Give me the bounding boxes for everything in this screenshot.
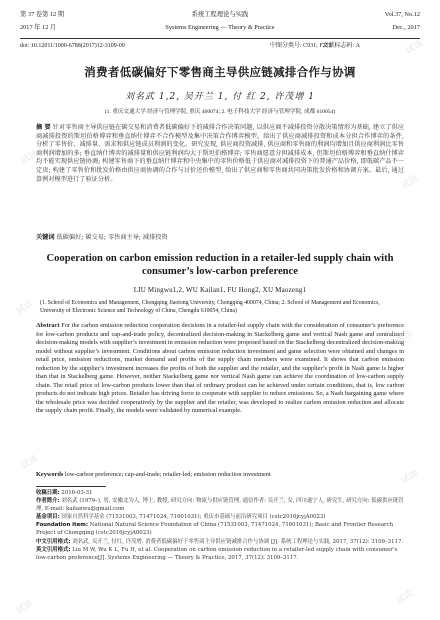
footnote-label: 基金项目: bbox=[36, 514, 60, 521]
keywords-en-label: Keywords bbox=[36, 471, 64, 478]
watermark: 试读 bbox=[394, 588, 416, 607]
abstract-en-text: For the carbon emission reduction cooperation decisions in a retailer-led supply chain with the consideration of consumer’s preference for low-carbon products and cap-and-trade policy, decentralized decision-making in Stackelberg game and vertical Nash game and centralized decision-making models with supplier’s investment in emission reduction were proposed based on the Stackelberg decentralized decision-making model without supplier’s investment. Conditions about carbon emission reduction investment and game selection were obtained and changes in retail price, emission reductions, market demand and profits of the supply chain members were examined. It shows that carbon emission reduction by the supplier’s investment increases the profits of both the supplier and the retailer, and the supplier’s profit in Nash game is higher than that in Stackelberg game. However, neither Stackelberg game nor vertical Nash game can achieve the coordination of low-carbon supply chain. The retail price of low-carbon products lower than that of ordinary product can be achieved under certain conditions, that is, low carbon products do not indicate high prices. Retailer has driving force to cooperate with supplier to reduce emissions. So, a Nash bargaining game where the wholesale price was decided cooperatively by the supplier and the retailer, was developed to realize carbon emission reduction and allocate the supply chain profit. Finally, the models were validated by numerical example. bbox=[36, 322, 404, 415]
document-code: 文献标志码: A bbox=[322, 43, 360, 49]
abstract-en-label: Abstract bbox=[36, 322, 60, 329]
keywords-en-text: low-carbon preference; cap-and-trade; retailer-led; emission reduction investment bbox=[64, 471, 271, 478]
footnote-label: 作者简介: bbox=[36, 498, 60, 505]
footnote-text: 国家自然科学基金 (71531003, 71471024, 71601031); 重庆市基础与前沿研究项目 (cstc2016jcyjA0023) bbox=[59, 514, 326, 521]
footnote-text: 刘名武 (1979–), 男, 安徽北为人, 博士, 教授, 研究方向: 物流与供应链管理, 通信作者: 吴开兰, 女, 四川遂宁人, 研究生, 研究方向: 低碳供应链管理, E-mail: kailanwu@gmail.com bbox=[36, 498, 404, 513]
footnote-item bbox=[36, 489, 404, 497]
footnote-label: 英文引用格式: bbox=[36, 546, 71, 553]
keywords-en bbox=[36, 471, 404, 480]
footnote-text: 2016-03-31 bbox=[59, 490, 93, 496]
paper-title-cn: 消费者低碳偏好下零售商主导供应链减排合作与协调 bbox=[84, 65, 356, 79]
header-date-en: Dec., 2017 bbox=[392, 24, 420, 31]
keywords-cn-text: 低碳偏好; 碳交易; 零售商主导; 减排投资 bbox=[56, 234, 168, 241]
watermark: 试读 bbox=[19, 453, 41, 472]
footnote-rule bbox=[36, 486, 106, 487]
authors-cn: 刘名武 1,2, 吴开兰 1, 付 红 2, 许茂增 1 bbox=[125, 92, 315, 102]
watermark: 试读 bbox=[19, 148, 41, 167]
keywords-cn-label: 关键词 bbox=[36, 234, 55, 241]
header-volume-cn: 第 37 卷第 12 期 bbox=[20, 11, 65, 18]
affiliation-en: (1. School of Economics and Management, Chongqing Jiaotong University, Chongqing 400074, China; 2. School of Management and Economics, University of Electronic Science and Technology of China, Chengdu 610054, China) bbox=[40, 300, 380, 314]
watermark: 试读 bbox=[394, 328, 416, 347]
footnote-item bbox=[36, 497, 404, 513]
watermark: 试读 bbox=[14, 298, 36, 317]
journal-header bbox=[20, 8, 420, 52]
watermark: 试读 bbox=[399, 468, 421, 487]
footnote-item bbox=[36, 513, 404, 521]
watermark: 试读 bbox=[399, 173, 421, 192]
footnote-label: 收稿日期: bbox=[36, 490, 60, 496]
abstract-cn-label: 摘 要 bbox=[36, 124, 51, 131]
abstract-cn bbox=[36, 124, 404, 184]
paper-title-en: Cooperation on carbon emission reduction in a retailer-led supply chain with consumer’s low-carbon preference bbox=[46, 253, 394, 278]
header-rule bbox=[20, 38, 420, 39]
abstract-cn-text: 针对零售商主导供应链在碳交易和消费者低碳偏好下的减排合作决策问题, 以供应商不减排投资分散决策情形为基础, 建立了供应商减排投资的斯坦伯格博弈和垂直纳什博弈不合作模型及集中决策合作博弈模型。给出了供应商减排投资和成本分担合作博弈的条件, 分析了零售价、减排量、需求和供应链成员利润的变化。研究发现, 供应商投资减排, 供应商和零售商的利润均增加且供应商利润比零售商利润增加的多; 垂直纳什博弈的减排量和供应链利润均大于斯坦伯格博弈; 零售商愿意分担减排成本, 但斯坦伯格博弈和垂直纳什博弈均不能实现供应链协调; 构建零售商下的垂直纳什博弈和中央集中的零售价格低于供应商对减排投资下的普通产品价格, 即低碳产品不一定贵; 构建了零售价和批发价格由供应商协调的合作与讨价还价模型, 给出了供应商和零售商共同决策批发价格和协调方案。最后, 通过算例对模型进行了验证分析。 bbox=[36, 124, 405, 183]
footnote-item bbox=[36, 538, 404, 546]
footnotes bbox=[36, 489, 404, 562]
doi: doi: 10.12011/1000-6788(2017)12-3109-09 bbox=[20, 43, 125, 49]
footnote-label: 中文引用格式: bbox=[36, 538, 71, 545]
footnote-text: National Natural Science Foundation of China (71531003, 71471024, 71601031); Basic and Frontier Research Project of Chongqing (cstc2016jcyjA0023) bbox=[36, 522, 394, 537]
keywords-cn bbox=[36, 234, 404, 243]
authors-en: LIU Mingwu1,2, WU Kailan1, FU Hong2, XU Maozeng1 bbox=[133, 286, 307, 294]
header-journal-cn: 系统工程理论与实践 bbox=[191, 11, 249, 18]
footnote-item bbox=[36, 521, 404, 537]
header-volume-en: Vol.37, No.12 bbox=[384, 11, 420, 18]
header-date-cn: 2017 年 12 月 bbox=[20, 24, 57, 31]
footnote-item bbox=[36, 546, 404, 562]
footnote-label: Foundation item: bbox=[36, 522, 89, 529]
watermark: 试读 bbox=[404, 38, 426, 57]
footnote-text: 刘名武, 吴开兰, 付红, 许茂增. 消费者低碳偏好下零售商主导供应链减排合作与协调 [J]. 系统工程理论与实践, 2017, 37(12): 3109–3117. bbox=[70, 538, 404, 545]
clc-number: 中图分类号: C931; F272 bbox=[270, 43, 332, 49]
footnote-text: Liu M W, Wu K L, Fu H, et al. Cooperation on carbon emission reduction in a retailer-led supply chain with consumer’s low-carbon preference[J]. Systems Engineering — Theory & Practice, 2017, 37(12): 3109–3117. bbox=[36, 546, 398, 561]
header-journal-en: Systems Engineering — Theory & Practice bbox=[165, 24, 275, 31]
abstract-en bbox=[36, 322, 404, 416]
watermark: 试读 bbox=[14, 598, 36, 617]
affiliation-cn: (1. 重庆交通大学 经济与管理学院, 重庆 400074; 2. 电子科技大学 经济与管理学院, 成都 610054) bbox=[104, 109, 336, 115]
